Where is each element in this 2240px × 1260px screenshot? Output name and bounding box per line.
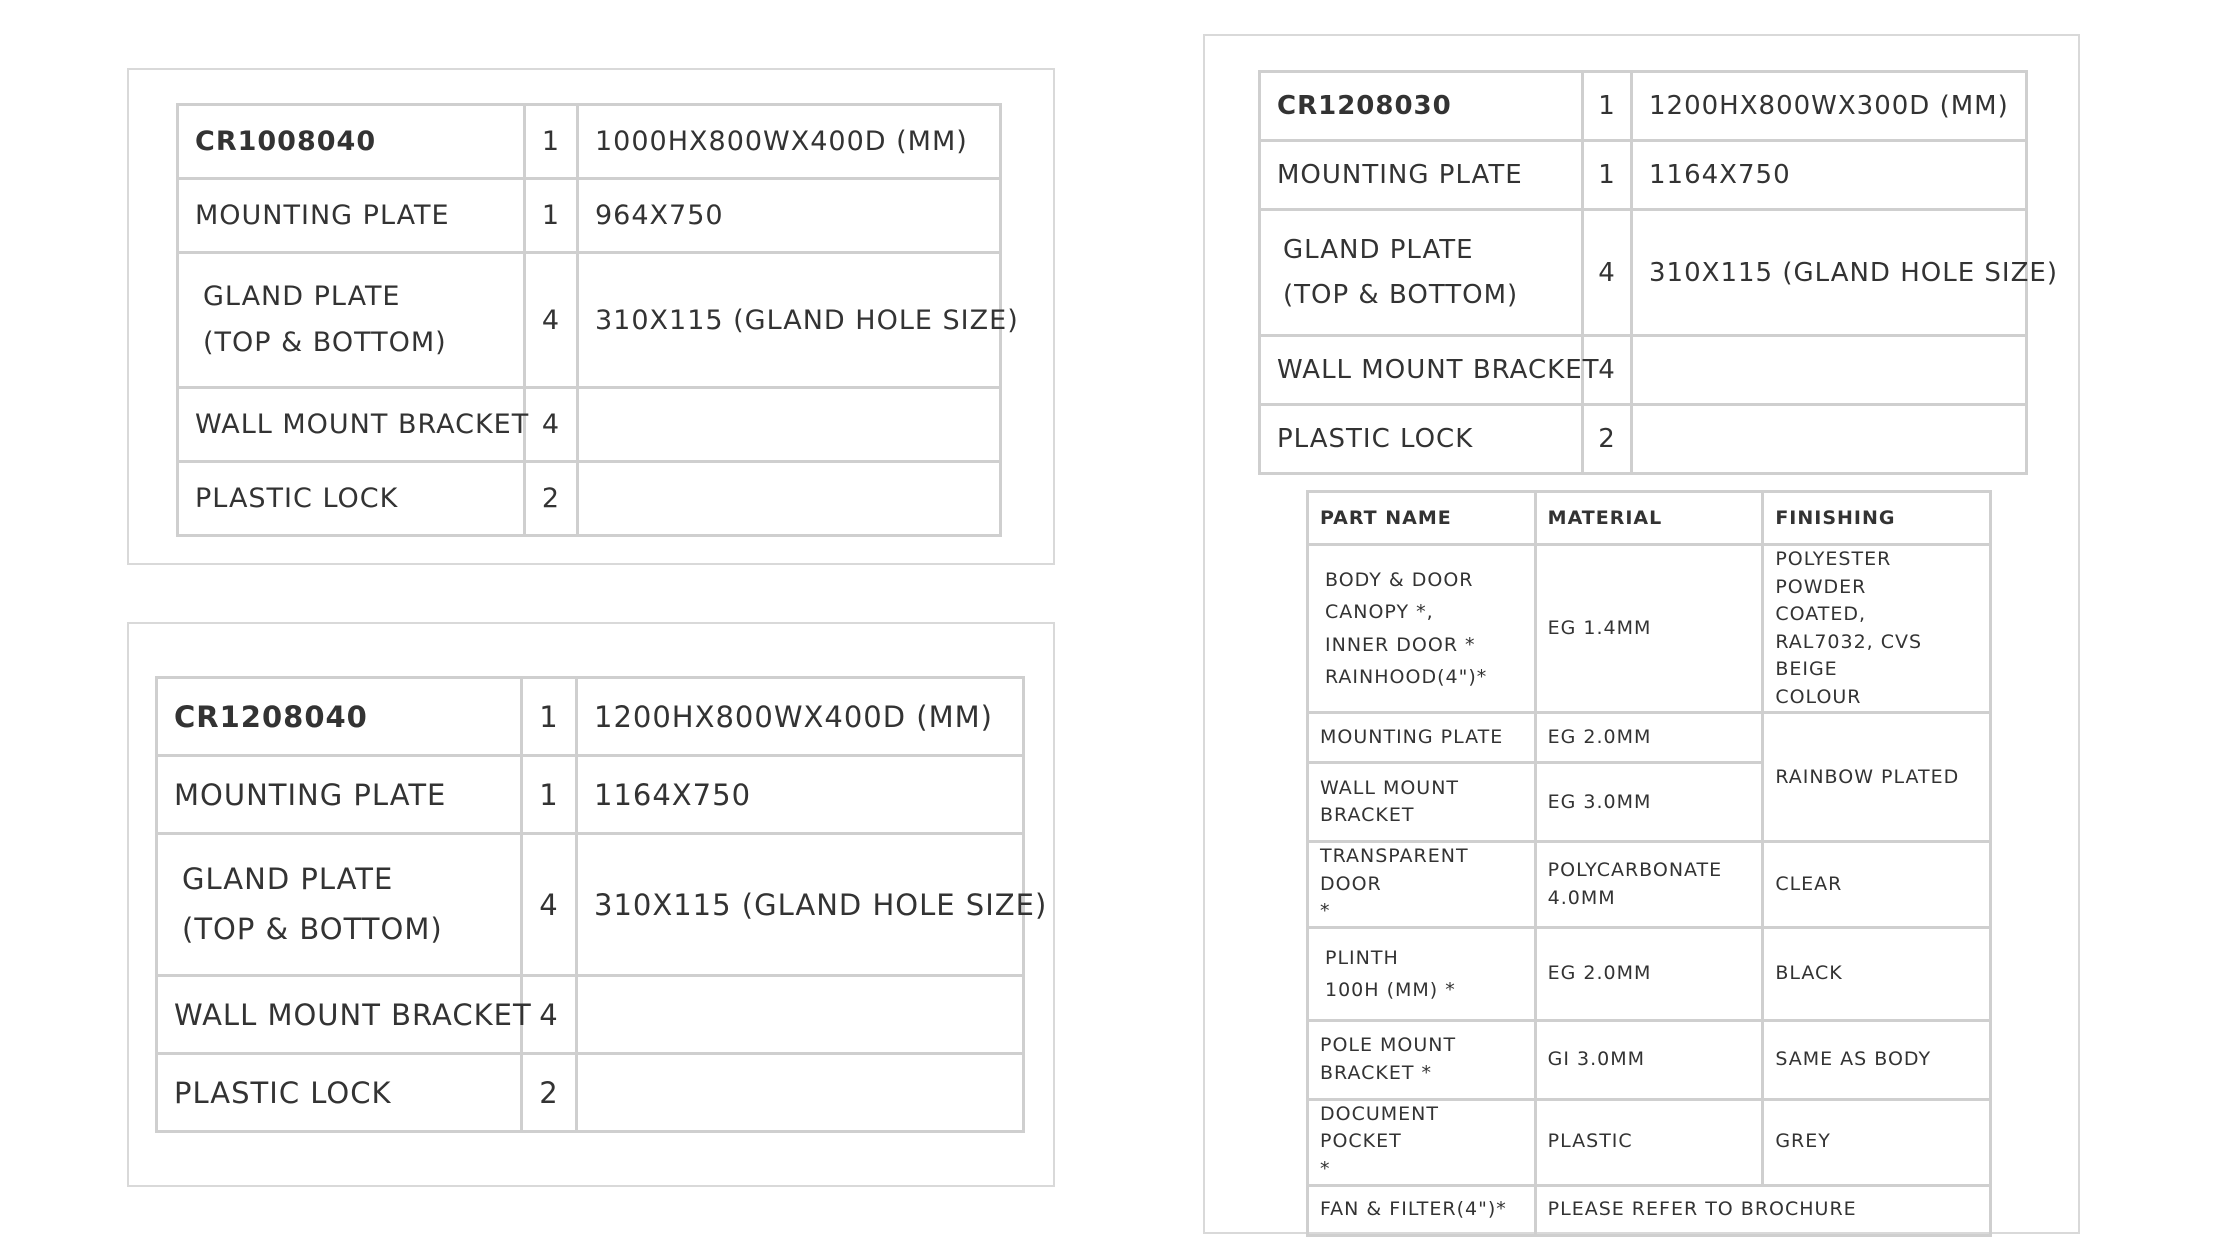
part-name-cell: MOUNTING PLATE: [1260, 141, 1583, 210]
column-header-finishing: FINISHING: [1763, 492, 1991, 545]
spec-cell: [578, 388, 1001, 462]
spec-cell: 1200HX800WX300D (MM): [1632, 72, 2027, 141]
qty-cell: 4: [525, 388, 578, 462]
column-header-material: MATERIAL: [1535, 492, 1763, 545]
table-row: [1260, 336, 2027, 405]
materials-table: [1306, 490, 1992, 1237]
table-header-row: [1308, 492, 1991, 545]
part-name-cell: MOUNTING PLATE: [1308, 713, 1536, 763]
qty-cell: 1: [525, 179, 578, 253]
table-row: [178, 253, 1001, 388]
spec-cell: [1632, 405, 2027, 474]
table-row: [1260, 405, 2027, 474]
part-name-cell: PLASTIC LOCK: [1260, 405, 1583, 474]
finishing-cell: SAME AS BODY: [1763, 1020, 1991, 1099]
qty-cell: 1: [522, 678, 577, 756]
qty-cell: 4: [522, 834, 577, 976]
material-cell: [1535, 842, 1763, 928]
part-name-cell: WALL MOUNT BRACKET: [157, 976, 522, 1054]
spec-cell: 310X115 (GLAND HOLE SIZE): [577, 834, 1024, 976]
finishing-line: RAL7032, CVS BEIGE: [1775, 630, 1923, 681]
table-row: [1308, 713, 1991, 763]
table-row: [1308, 1020, 1991, 1099]
part-name-line: BRACKET: [1320, 804, 1415, 827]
model-code: CR1008040: [178, 105, 525, 179]
spec-cell: [577, 976, 1024, 1054]
material-cell: GI 3.0MM: [1535, 1020, 1763, 1099]
spec-cell: 964X750: [578, 179, 1001, 253]
table-row: [1308, 927, 1991, 1020]
table-row: [157, 1054, 1024, 1132]
part-name-line: GLAND PLATE: [182, 862, 394, 897]
part-name-line: *: [1320, 900, 1331, 923]
material-cell: EG 1.4MM: [1535, 545, 1763, 713]
table-row: [157, 976, 1024, 1054]
part-name-line: DOCUMENT POCKET: [1320, 1102, 1439, 1153]
part-name-line: (TOP & BOTTOM): [203, 327, 447, 358]
part-name-line: (TOP & BOTTOM): [1283, 279, 1519, 310]
part-name-line: 100H (MM) *: [1325, 978, 1456, 1001]
qty-cell: 1: [522, 756, 577, 834]
part-name-cell: MOUNTING PLATE: [178, 179, 525, 253]
finishing-cell: BLACK: [1763, 927, 1991, 1020]
material-line: 4.0MM: [1547, 886, 1616, 909]
table-row: [178, 179, 1001, 253]
table-row: [1260, 72, 2027, 141]
qty-cell: 4: [522, 976, 577, 1054]
table-row: [157, 834, 1024, 976]
part-name-cell: PLASTIC LOCK: [157, 1054, 522, 1132]
part-name-cell: [1308, 1099, 1536, 1185]
finishing-cell: [1763, 545, 1991, 713]
model-code: CR1208040: [157, 678, 522, 756]
material-cell: PLEASE REFER TO BROCHURE: [1535, 1185, 1990, 1235]
qty-cell: 1: [1583, 72, 1632, 141]
part-name-cell: [1308, 1020, 1536, 1099]
table-row: [1308, 545, 1991, 713]
part-name-cell: [157, 834, 522, 976]
part-name-line: GLAND PLATE: [203, 281, 401, 313]
material-cell: EG 3.0MM: [1535, 763, 1763, 842]
part-name-cell: WALL MOUNT BRACKET: [1260, 336, 1583, 405]
table-row: [1308, 1185, 1991, 1235]
material-cell: EG 2.0MM: [1535, 927, 1763, 1020]
finishing-cell: RAINBOW PLATED: [1763, 713, 1991, 842]
part-name-cell: MOUNTING PLATE: [157, 756, 522, 834]
qty-cell: 4: [1583, 336, 1632, 405]
part-name-line: CANOPY *,: [1325, 601, 1434, 624]
part-name-line: POLE MOUNT: [1320, 1034, 1457, 1057]
part-name-line: GLAND PLATE: [1283, 235, 1474, 266]
finishing-line: COLOUR: [1775, 685, 1862, 708]
spec-cell: 1164X750: [1632, 141, 2027, 210]
part-name-cell: [1308, 927, 1536, 1020]
qty-cell: 2: [525, 462, 578, 536]
spec-cell: [578, 462, 1001, 536]
spec-cell: [577, 1054, 1024, 1132]
part-name-cell: [178, 253, 525, 388]
spec-cell: [1632, 336, 2027, 405]
qty-cell: 1: [1583, 141, 1632, 210]
material-line: POLYCARBONATE: [1547, 859, 1723, 882]
part-name-cell: PLASTIC LOCK: [178, 462, 525, 536]
table-row: [157, 756, 1024, 834]
part-name-line: (TOP & BOTTOM): [182, 911, 443, 946]
table-row: [1260, 210, 2027, 336]
part-name-line: BRACKET *: [1320, 1061, 1433, 1084]
table-row: [1308, 1099, 1991, 1185]
finishing-cell: CLEAR: [1763, 842, 1991, 928]
model-code: CR1208030: [1260, 72, 1583, 141]
table-row: [1308, 842, 1991, 928]
table-row: [1260, 141, 2027, 210]
part-name-line: *: [1320, 1158, 1331, 1181]
qty-cell: 2: [522, 1054, 577, 1132]
part-name-cell: [1308, 763, 1536, 842]
finishing-line: COATED,: [1775, 603, 1867, 626]
qty-cell: 4: [525, 253, 578, 388]
spec-table-cr1208030: [1258, 70, 2058, 475]
table-row: [178, 462, 1001, 536]
part-name-cell: [1308, 842, 1536, 928]
spec-cell: 310X115 (GLAND HOLE SIZE): [578, 253, 1001, 388]
part-name-line: TRANSPARENT DOOR: [1320, 845, 1469, 895]
material-cell: EG 2.0MM: [1535, 713, 1763, 763]
qty-cell: 1: [525, 105, 578, 179]
spec-cell: 1200HX800WX400D (MM): [577, 678, 1024, 756]
table-row: [157, 678, 1024, 756]
part-name-line: PLINTH: [1325, 946, 1399, 969]
part-name-cell: WALL MOUNT BRACKET: [178, 388, 525, 462]
table-row: [178, 388, 1001, 462]
spec-cell: 1000HX800WX400D (MM): [578, 105, 1001, 179]
column-header-part-name: PART NAME: [1308, 492, 1536, 545]
spec-cell: 310X115 (GLAND HOLE SIZE): [1632, 210, 2027, 336]
table-row: [178, 105, 1001, 179]
finishing-line: POLYESTER POWDER: [1775, 548, 1892, 598]
material-cell: PLASTIC: [1535, 1099, 1763, 1185]
spec-table-cr1008040: [176, 103, 1019, 537]
part-name-line: INNER DOOR *: [1325, 633, 1476, 656]
part-name-line: BODY & DOOR: [1325, 569, 1474, 592]
part-name-line: RAINHOOD(4")*: [1325, 665, 1488, 688]
finishing-cell: GREY: [1763, 1099, 1991, 1185]
spec-table-cr1208040: [155, 676, 1048, 1133]
part-name-cell: [1260, 210, 1583, 336]
part-name-cell: FAN & FILTER(4")*: [1308, 1185, 1536, 1235]
spec-cell: 1164X750: [577, 756, 1024, 834]
part-name-cell: [1308, 545, 1536, 713]
part-name-line: WALL MOUNT: [1320, 776, 1460, 799]
qty-cell: 2: [1583, 405, 1632, 474]
qty-cell: 4: [1583, 210, 1632, 336]
